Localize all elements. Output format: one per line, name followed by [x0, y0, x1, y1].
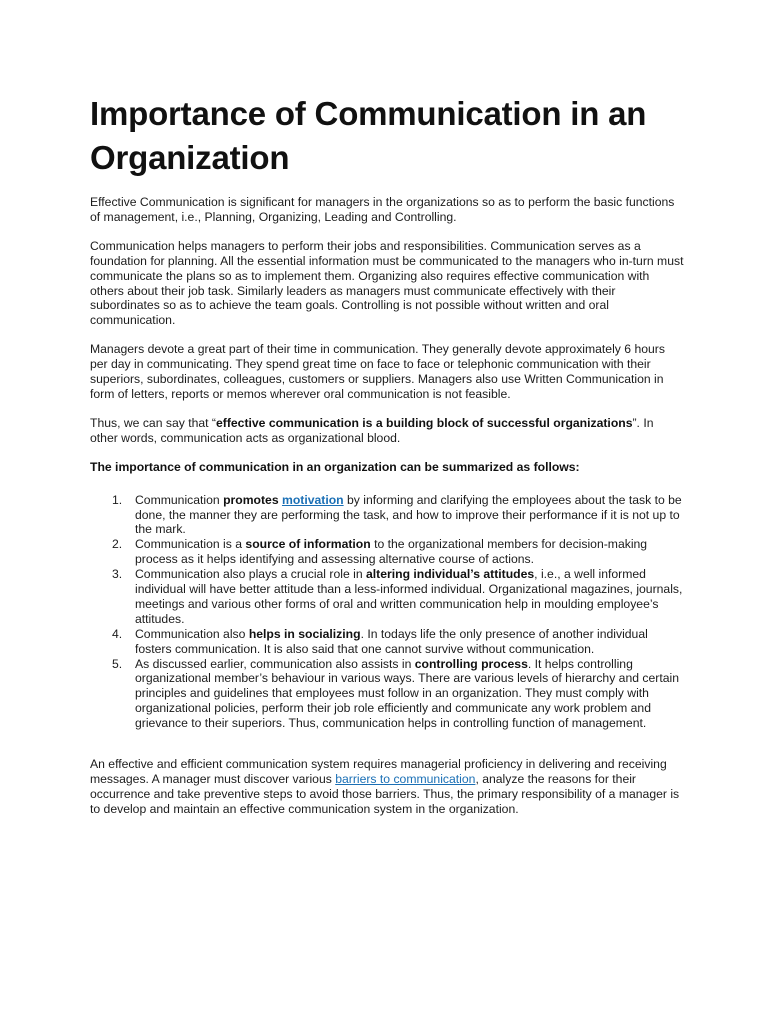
list-number: 1. [112, 492, 123, 507]
list-text: Communication also [135, 626, 249, 641]
closing-text-after: , analyze the reasons for their occurrence and take preventive steps to avoid those barriers. Thus, the primary responsibility of a manager is to develop and maintain an effective communication system in the organization. [90, 772, 680, 816]
document-page [90, 0, 684, 817]
list-number: 4. [112, 626, 123, 641]
list-bold: helps in socializing [248, 626, 361, 641]
list-text: Communication [135, 492, 224, 507]
building-block-paragraph [90, 416, 684, 446]
importance-list [90, 493, 684, 732]
list-number: 3. [112, 567, 123, 582]
building-block-text-before: Thus, we can say that “ [90, 415, 216, 430]
list-item [90, 567, 684, 627]
list-text: As discussed earlier, communication also assists in [135, 656, 415, 671]
list-item [90, 627, 684, 657]
closing-text-before: An effective and efficient communication system requires managerial proficiency in delivering and receiving messages. A manager must discover various [90, 757, 667, 786]
list-number: 2. [112, 537, 123, 552]
list-bold: promotes [223, 492, 279, 507]
list-text: . In todays life the only presence of another individual fosters communication. It is also said that one cannot survive without communication. [135, 626, 648, 656]
closing-paragraph [90, 757, 684, 817]
list-text: , i.e., a well informed individual will have better attitude than a less-informed individual. Organizational magazines, journals, meetings and various other forms of oral and written communication help in moulding employee’s attitudes. [135, 567, 683, 626]
list-bold: controlling process [414, 656, 528, 671]
barriers-link[interactable]: barriers to communication [335, 772, 476, 786]
building-block-bold: effective communication is a building block of successful organizations [216, 415, 633, 430]
list-bold: source of information [245, 537, 371, 552]
time-paragraph: Managers devote a great part of their time in communication. They generally devote approximately 6 hours per day in communicating. They spend great time on face to face or telephonic communication with their superiors, subordinates, colleagues, customers or suppliers. Managers also use Written Communication in form of letters, reports or memos wherever oral communication is not feasible. [90, 342, 665, 401]
list-text: Communication also plays a crucial role in [135, 567, 366, 582]
list-text: . It helps controlling organizational member’s behaviour in various ways. There are various levels of hierarchy and certain principles and guidelines that employees must follow in an organization. They must comply with organizational policies, perform their job role efficiently and communicate any work problem and grievance to their superiors. Thus, communication helps in controlling function of management. [135, 656, 679, 731]
list-text: to the organizational members for decision-making process as it helps identifying and assessing alternative course of actions. [135, 537, 648, 567]
list-item [90, 537, 684, 567]
page-title: Importance of Communication in an Organization [90, 95, 647, 176]
intro-paragraph: Effective Communication is significant for managers in the organizations so as to perform the basic functions of management, i.e., Planning, Organizing, Leading and Controlling. [90, 195, 675, 224]
building-block-text-after: ”. In other words, communication acts as organizational blood. [90, 415, 654, 445]
list-text: by informing and clarifying the employees about the task to be done, the manner they are performing the task, and how to improve their performance if it is not up to the mark. [135, 492, 682, 537]
motivation-link[interactable]: motivation [281, 492, 344, 507]
list-bold: altering individual’s attitudes [366, 567, 535, 582]
planning-paragraph: Communication helps managers to perform their jobs and responsibilities. Communication serves as a foundation for planning. All the essential information must be communicated to the managers who in-turn must communicate the plans so as to implement them. Organizing also requires effective communication with others about their job task. Similarly leaders as managers must communicate effectively with their subordinates so as to achieve the team goals. Controlling is not possible without written and oral communication. [90, 238, 684, 328]
list-number: 5. [112, 656, 123, 671]
list-item [90, 493, 684, 538]
list-item [90, 657, 684, 732]
list-text: Communication is a [135, 537, 246, 552]
summary-heading: The importance of communication in an organization can be summarized as follows: [90, 459, 580, 474]
